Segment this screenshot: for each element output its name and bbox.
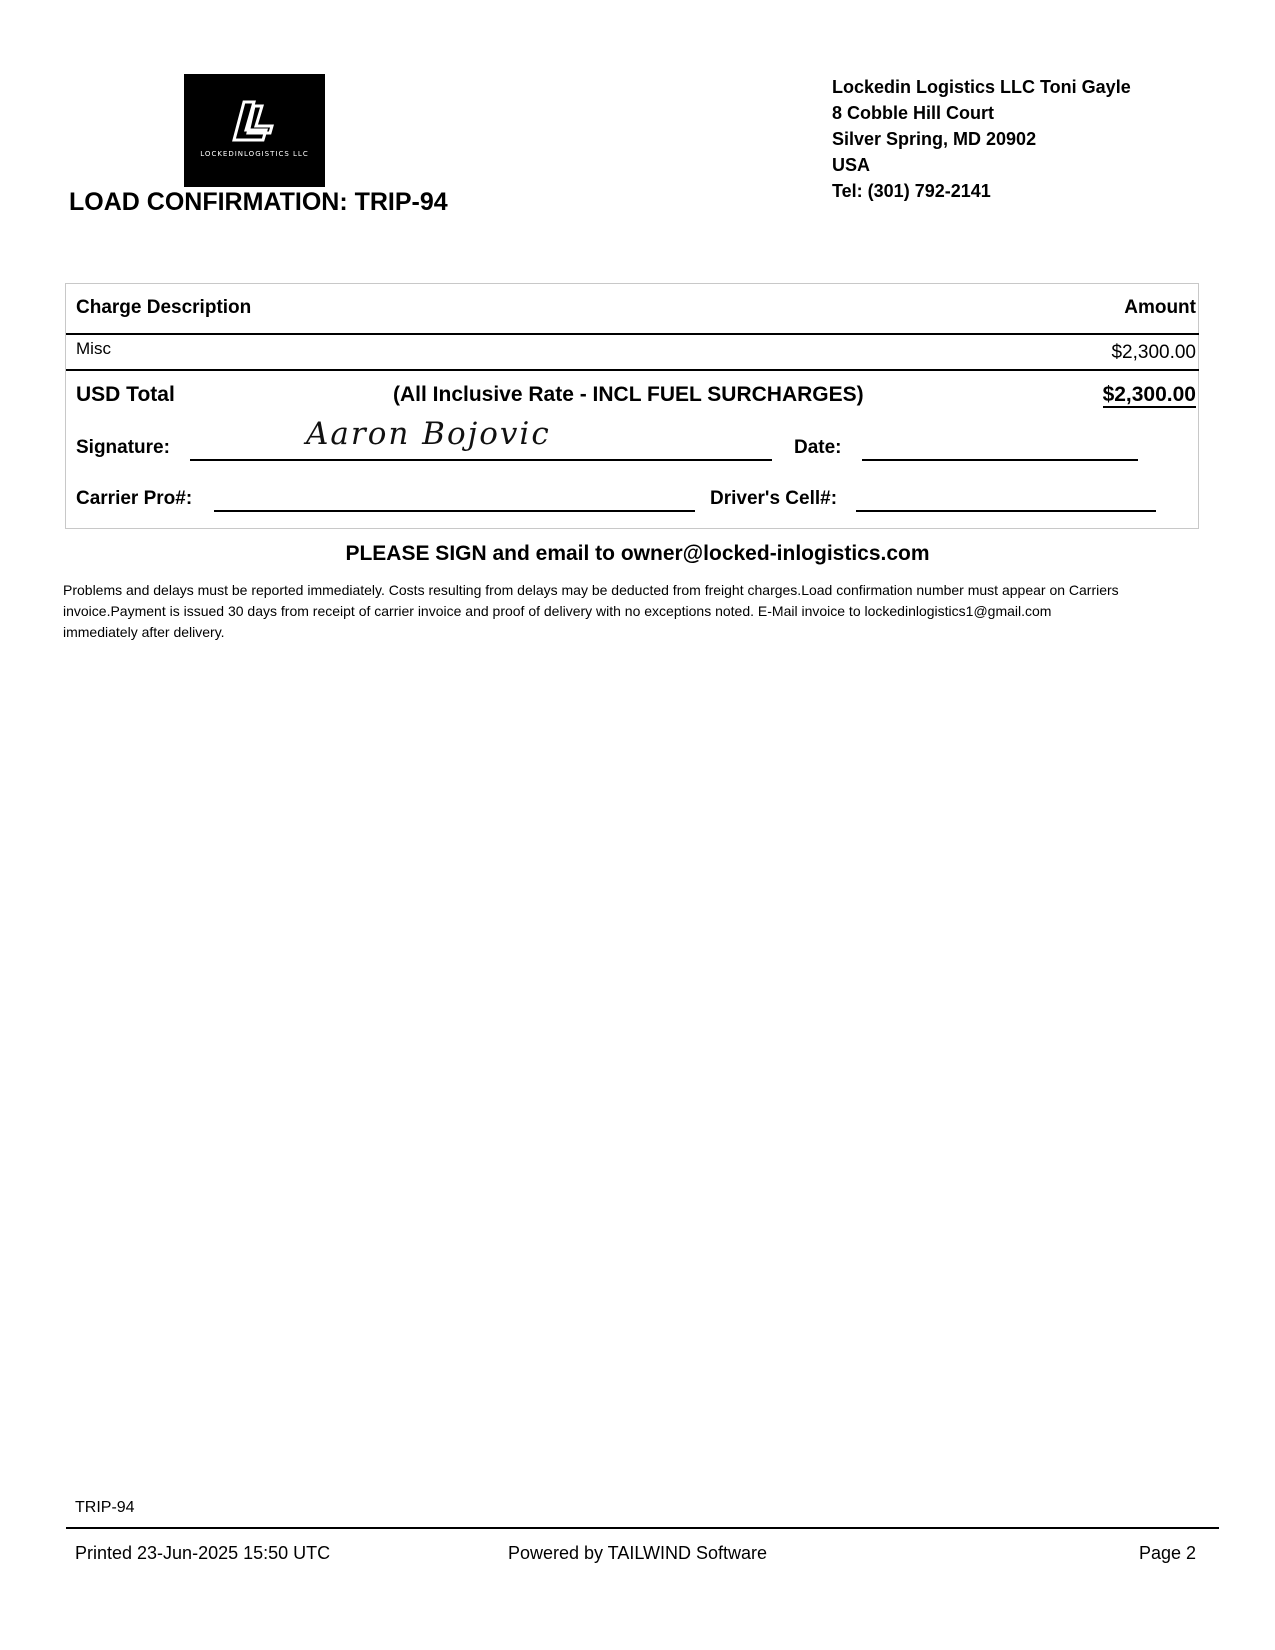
charge-row-amount: $2,300.00 [1111,342,1196,363]
terms-line: immediately after delivery. [63,624,225,640]
handwritten-signature: Aaron Bojovic [306,416,551,452]
terms-line: Problems and delays must be reported immediately. Costs resulting from delays may be deducted from freight charges.Load confirmation number must appear on Carriers [63,582,1119,598]
company-address [832,74,1131,204]
footer-trip-ref: TRIP-94 [75,1499,135,1516]
driver-cell-field[interactable] [856,510,1156,512]
date-label: Date: [794,437,842,458]
company-country: USA [832,155,871,175]
total-amount: $2,300.00 [1102,383,1196,406]
header-divider [66,333,1199,335]
carrier-pro-label: Carrier Pro#: [76,488,193,509]
logo-wordmark: LOCKEDINLOGISTICS LLC [200,150,309,158]
company-logo-icon [232,100,278,146]
footer-divider [66,1527,1219,1529]
column-header-amount: Amount [1124,297,1196,318]
column-header-description: Charge Description [76,297,252,318]
terms-text [63,580,1223,643]
signature-line[interactable] [190,459,772,461]
sign-instructions: PLEASE SIGN and email to owner@locked-inlogistics.com [345,542,930,565]
row-divider [66,369,1199,371]
footer-powered-by: Powered by TAILWIND Software [507,1543,768,1563]
signature-label: Signature: [76,437,170,458]
driver-cell-label: Driver's Cell#: [710,488,838,509]
company-name: Lockedin Logistics LLC Toni Gayle [832,77,1131,97]
page-title: LOAD CONFIRMATION: TRIP-94 [69,188,448,216]
terms-line: invoice.Payment is issued 30 days from receipt of carrier invoice and proof of delivery with no exceptions noted. E-Mail invoice to lockedinlogistics1@gmail.com [63,603,1052,619]
company-phone: Tel: (301) 792-2141 [832,181,991,201]
footer-page-number: Page 2 [1138,1543,1196,1563]
total-note: (All Inclusive Rate - INCL FUEL SURCHARGES) [393,383,864,406]
company-city: Silver Spring, MD 20902 [832,129,1037,149]
footer-printed: Printed 23-Jun-2025 15:50 UTC [75,1543,331,1563]
company-street: 8 Cobble Hill Court [832,103,994,123]
carrier-pro-field[interactable] [214,510,695,512]
date-field[interactable] [862,459,1138,461]
company-logo [184,74,325,187]
total-label: USD Total [76,383,175,406]
charge-row-description: Misc [76,339,111,358]
